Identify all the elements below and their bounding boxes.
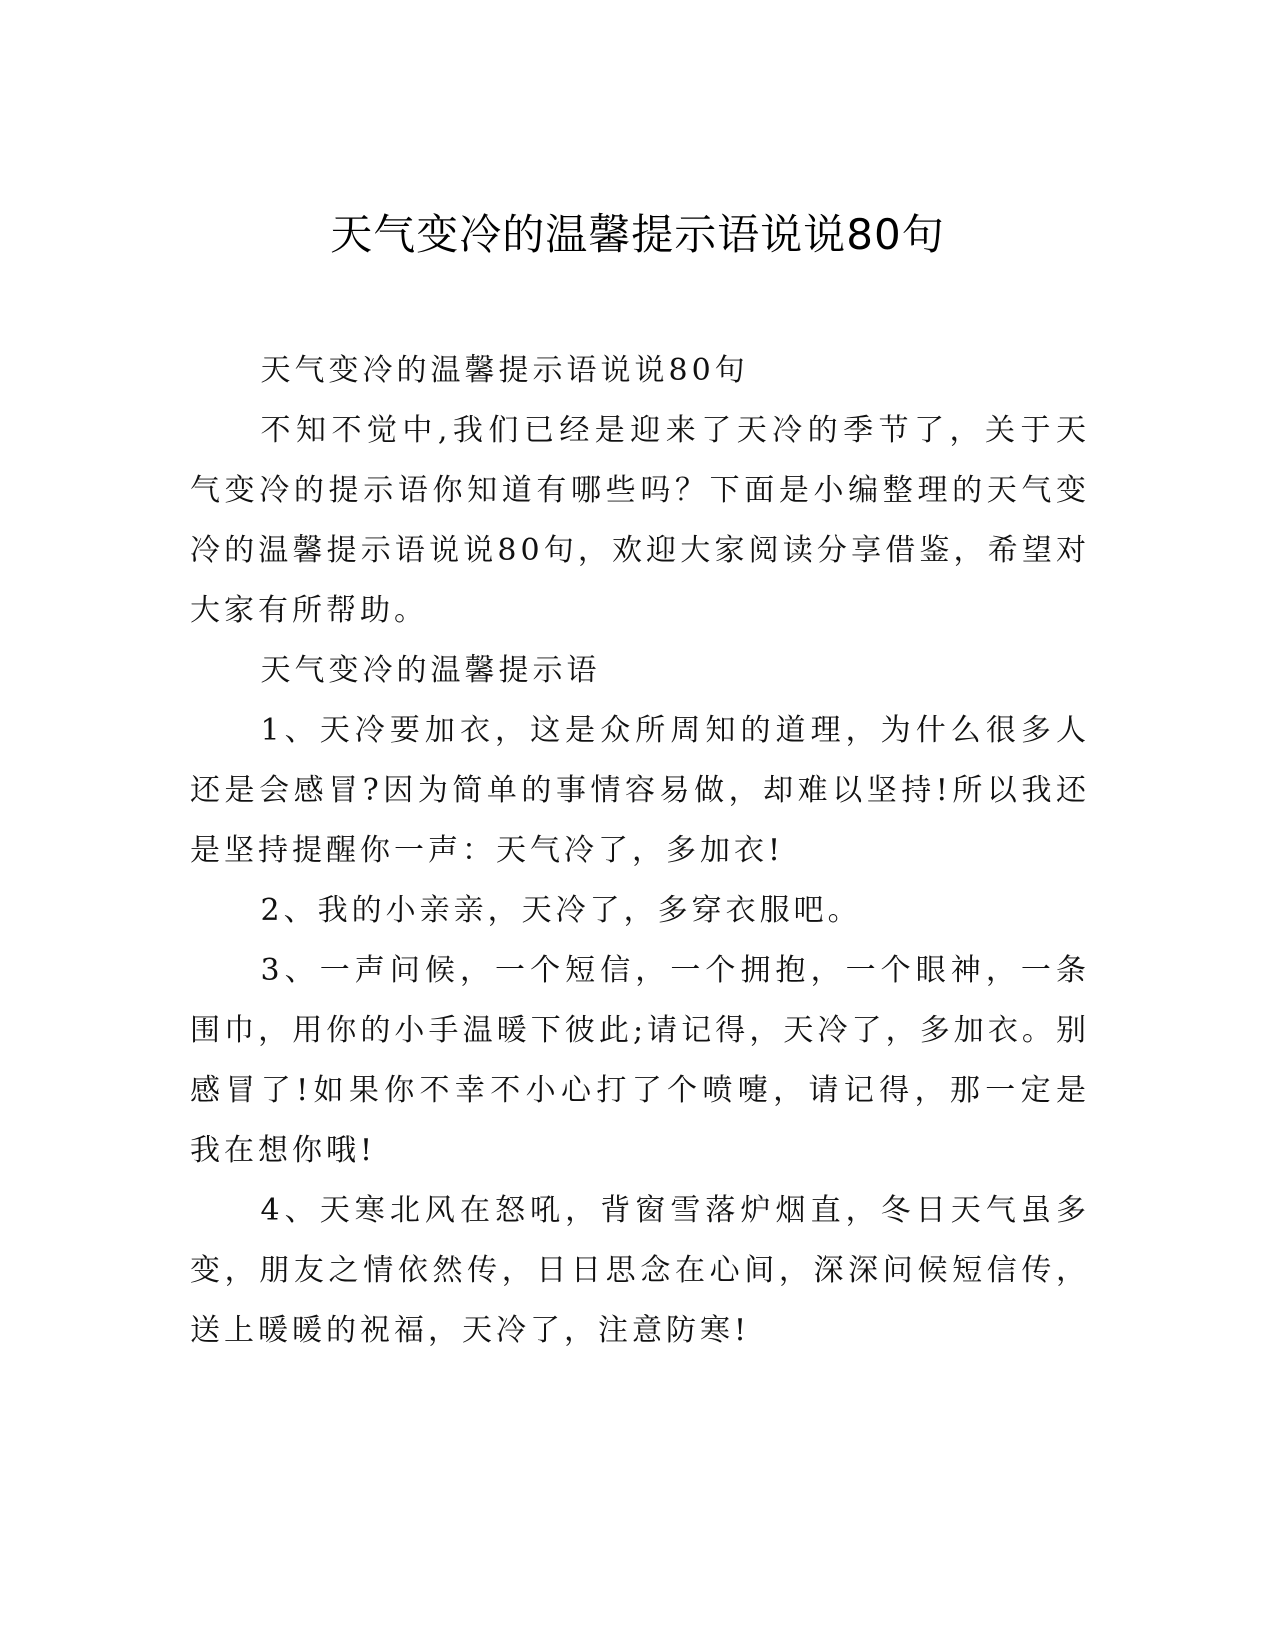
paragraph-item-2: 2、我的小亲亲，天冷了，多穿衣服吧。: [260, 893, 862, 928]
paragraph-item-4: 4、天寒北风在怒吼，背窗雪落炉烟直，冬日天气虽多变，朋友之情依然传，日日思念在心间，深深问候短信传，送上暖暖的祝福，天冷了，注意防寒!: [190, 1193, 1090, 1348]
paragraph-intro: 不知不觉中,我们已经是迎来了天冷的季节了，关于天气变冷的提示语你知道有哪些吗？下面是小编整理的天气变冷的温馨提示语说说80句，欢迎大家阅读分享借鉴，希望对大家有所帮助。: [190, 413, 1090, 628]
paragraph-item-1: 1、天冷要加衣，这是众所周知的道理，为什么很多人还是会感冒?因为简单的事情容易做，却难以坚持!所以我还是坚持提醒你一声：天气冷了，多加衣!: [190, 713, 1090, 868]
paragraph-subtitle: 天气变冷的温馨提示语说说80句: [260, 353, 749, 388]
paragraph-section-heading: 天气变冷的温馨提示语: [260, 653, 601, 688]
paragraph-item-3: 3、一声问候，一个短信，一个拥抱，一个眼神，一条围巾，用你的小手温暖下彼此;请记得，天冷了，多加衣。别感冒了!如果你不幸不小心打了个喷嚏，请记得，那一定是我在想你哦!: [190, 953, 1090, 1168]
document-title: 天气变冷的温馨提示语说说80句: [330, 210, 945, 259]
document-body: [190, 341, 1090, 1361]
